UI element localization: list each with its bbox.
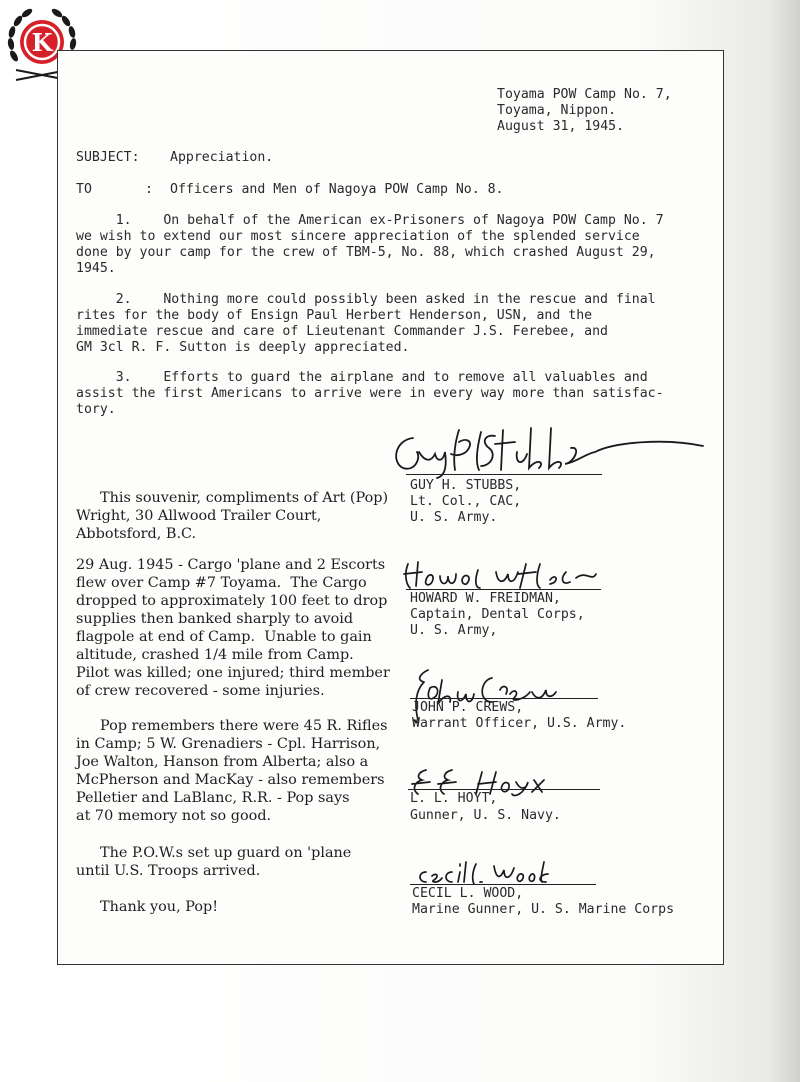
signatory-line: U. S. Army, [410, 623, 498, 638]
souvenir-line: The P.O.W.s set up guard on 'plane [100, 845, 352, 861]
souvenir-line: altitude, crashed 1/4 mile from Camp. [76, 647, 354, 663]
signature-line [408, 789, 600, 790]
souvenir-line: Pelletier and LaBlanc, R.R. - Pop says [76, 790, 350, 806]
paragraph-line: tory. [76, 402, 116, 417]
souvenir-line: in Camp; 5 W. Grenadiers - Cpl. Harrison, [76, 736, 381, 752]
signature-line [410, 698, 598, 699]
souvenir-line: until U.S. Troops arrived. [76, 863, 261, 879]
souvenir-line: supplies then banked sharply to avoid [76, 611, 354, 627]
paragraph-line: 2. Nothing more could possibly been asked in the rescue and final [76, 292, 656, 307]
signature-crews [406, 664, 566, 724]
header-line: Toyama, Nippon. [497, 103, 617, 118]
signatory-line: Warrant Officer, U.S. Army. [412, 716, 627, 731]
souvenir-line: Abbotsford, B.C. [76, 526, 197, 542]
souvenir-line: flew over Camp #7 Toyama. The Cargo [76, 575, 367, 591]
souvenir-line: Wright, 30 Allwood Trailer Court, [76, 508, 322, 524]
to-value: Officers and Men of Nagoya POW Camp No. 8. [170, 182, 504, 197]
header-line: Toyama POW Camp No. 7, [497, 87, 672, 102]
souvenir-line: at 70 memory not so good. [76, 808, 272, 824]
paragraph-line: GM 3cl R. F. Sutton is deeply appreciated. [76, 340, 410, 355]
signatory-line: HOWARD W. FREIDMAN, [410, 591, 561, 606]
signatory-line: JOHN P. CREWS, [412, 700, 524, 715]
paragraph-line: we wish to extend our most sincere appreciation of the splended service [76, 229, 640, 244]
signature-line [410, 884, 596, 885]
paragraph-line: 1. On behalf of the American ex-Prisoners of Nagoya POW Camp No. 7 [76, 213, 664, 228]
paragraph-line: done by your camp for the crew of TBM-5, No. 88, which crashed August 29, [76, 245, 656, 260]
signatory-line: L. L. HOYT, [410, 791, 498, 806]
paragraph-line: immediate rescue and care of Lieutenant Commander J.S. Ferebee, and [76, 324, 608, 339]
signature-freidman [400, 556, 600, 592]
souvenir-line: dropped to approximately 100 feet to drop [76, 593, 388, 609]
paragraph-line: rites for the body of Ensign Paul Herbert Henderson, USN, and the [76, 308, 593, 323]
souvenir-line: Pilot was killed; one injured; third member [76, 665, 390, 681]
paragraph-line: 1945. [76, 261, 116, 276]
paragraph-line: assist the first Americans to arrive were in every way more than satisfac- [76, 386, 664, 401]
paragraph-line: 3. Efforts to guard the airplane and to remove all valuables and [76, 370, 648, 385]
subject-value: Appreciation. [170, 150, 274, 165]
to-label: TO [76, 182, 92, 197]
souvenir-line: Joe Walton, Hanson from Alberta; also a [76, 754, 369, 770]
to-colon: : [145, 182, 153, 197]
signatory-line: Gunner, U. S. Navy. [410, 808, 561, 823]
signatory-line: U. S. Army. [410, 510, 498, 525]
header-line: August 31, 1945. [497, 119, 625, 134]
souvenir-line: McPherson and MacKay - also remembers [76, 772, 385, 788]
subject-label: SUBJECT: [76, 150, 140, 165]
souvenir-line: 29 Aug. 1945 - Cargo 'plane and 2 Escorts [76, 557, 386, 573]
signatory-line: Lt. Col., CAC, [410, 494, 522, 509]
signatory-line: GUY H. STUBBS, [410, 478, 522, 493]
signature-line [406, 589, 601, 590]
thanks-line: Thank you, Pop! [100, 899, 218, 915]
logo-letter: K [31, 28, 53, 57]
souvenir-line: flagpole at end of Camp. Unable to gain [76, 629, 372, 645]
signatory-line: Captain, Dental Corps, [410, 607, 585, 622]
signature-stubbs [385, 418, 715, 480]
souvenir-line: Pop remembers there were 45 R. Rifles [100, 718, 388, 734]
souvenir-line: of crew recovered - some injuries. [76, 683, 325, 699]
souvenir-line: This souvenir, compliments of Art (Pop) [100, 490, 389, 506]
signatory-line: CECIL L. WOOD, [412, 886, 524, 901]
signature-line [406, 474, 602, 475]
signatory-line: Marine Gunner, U. S. Marine Corps [412, 902, 675, 917]
